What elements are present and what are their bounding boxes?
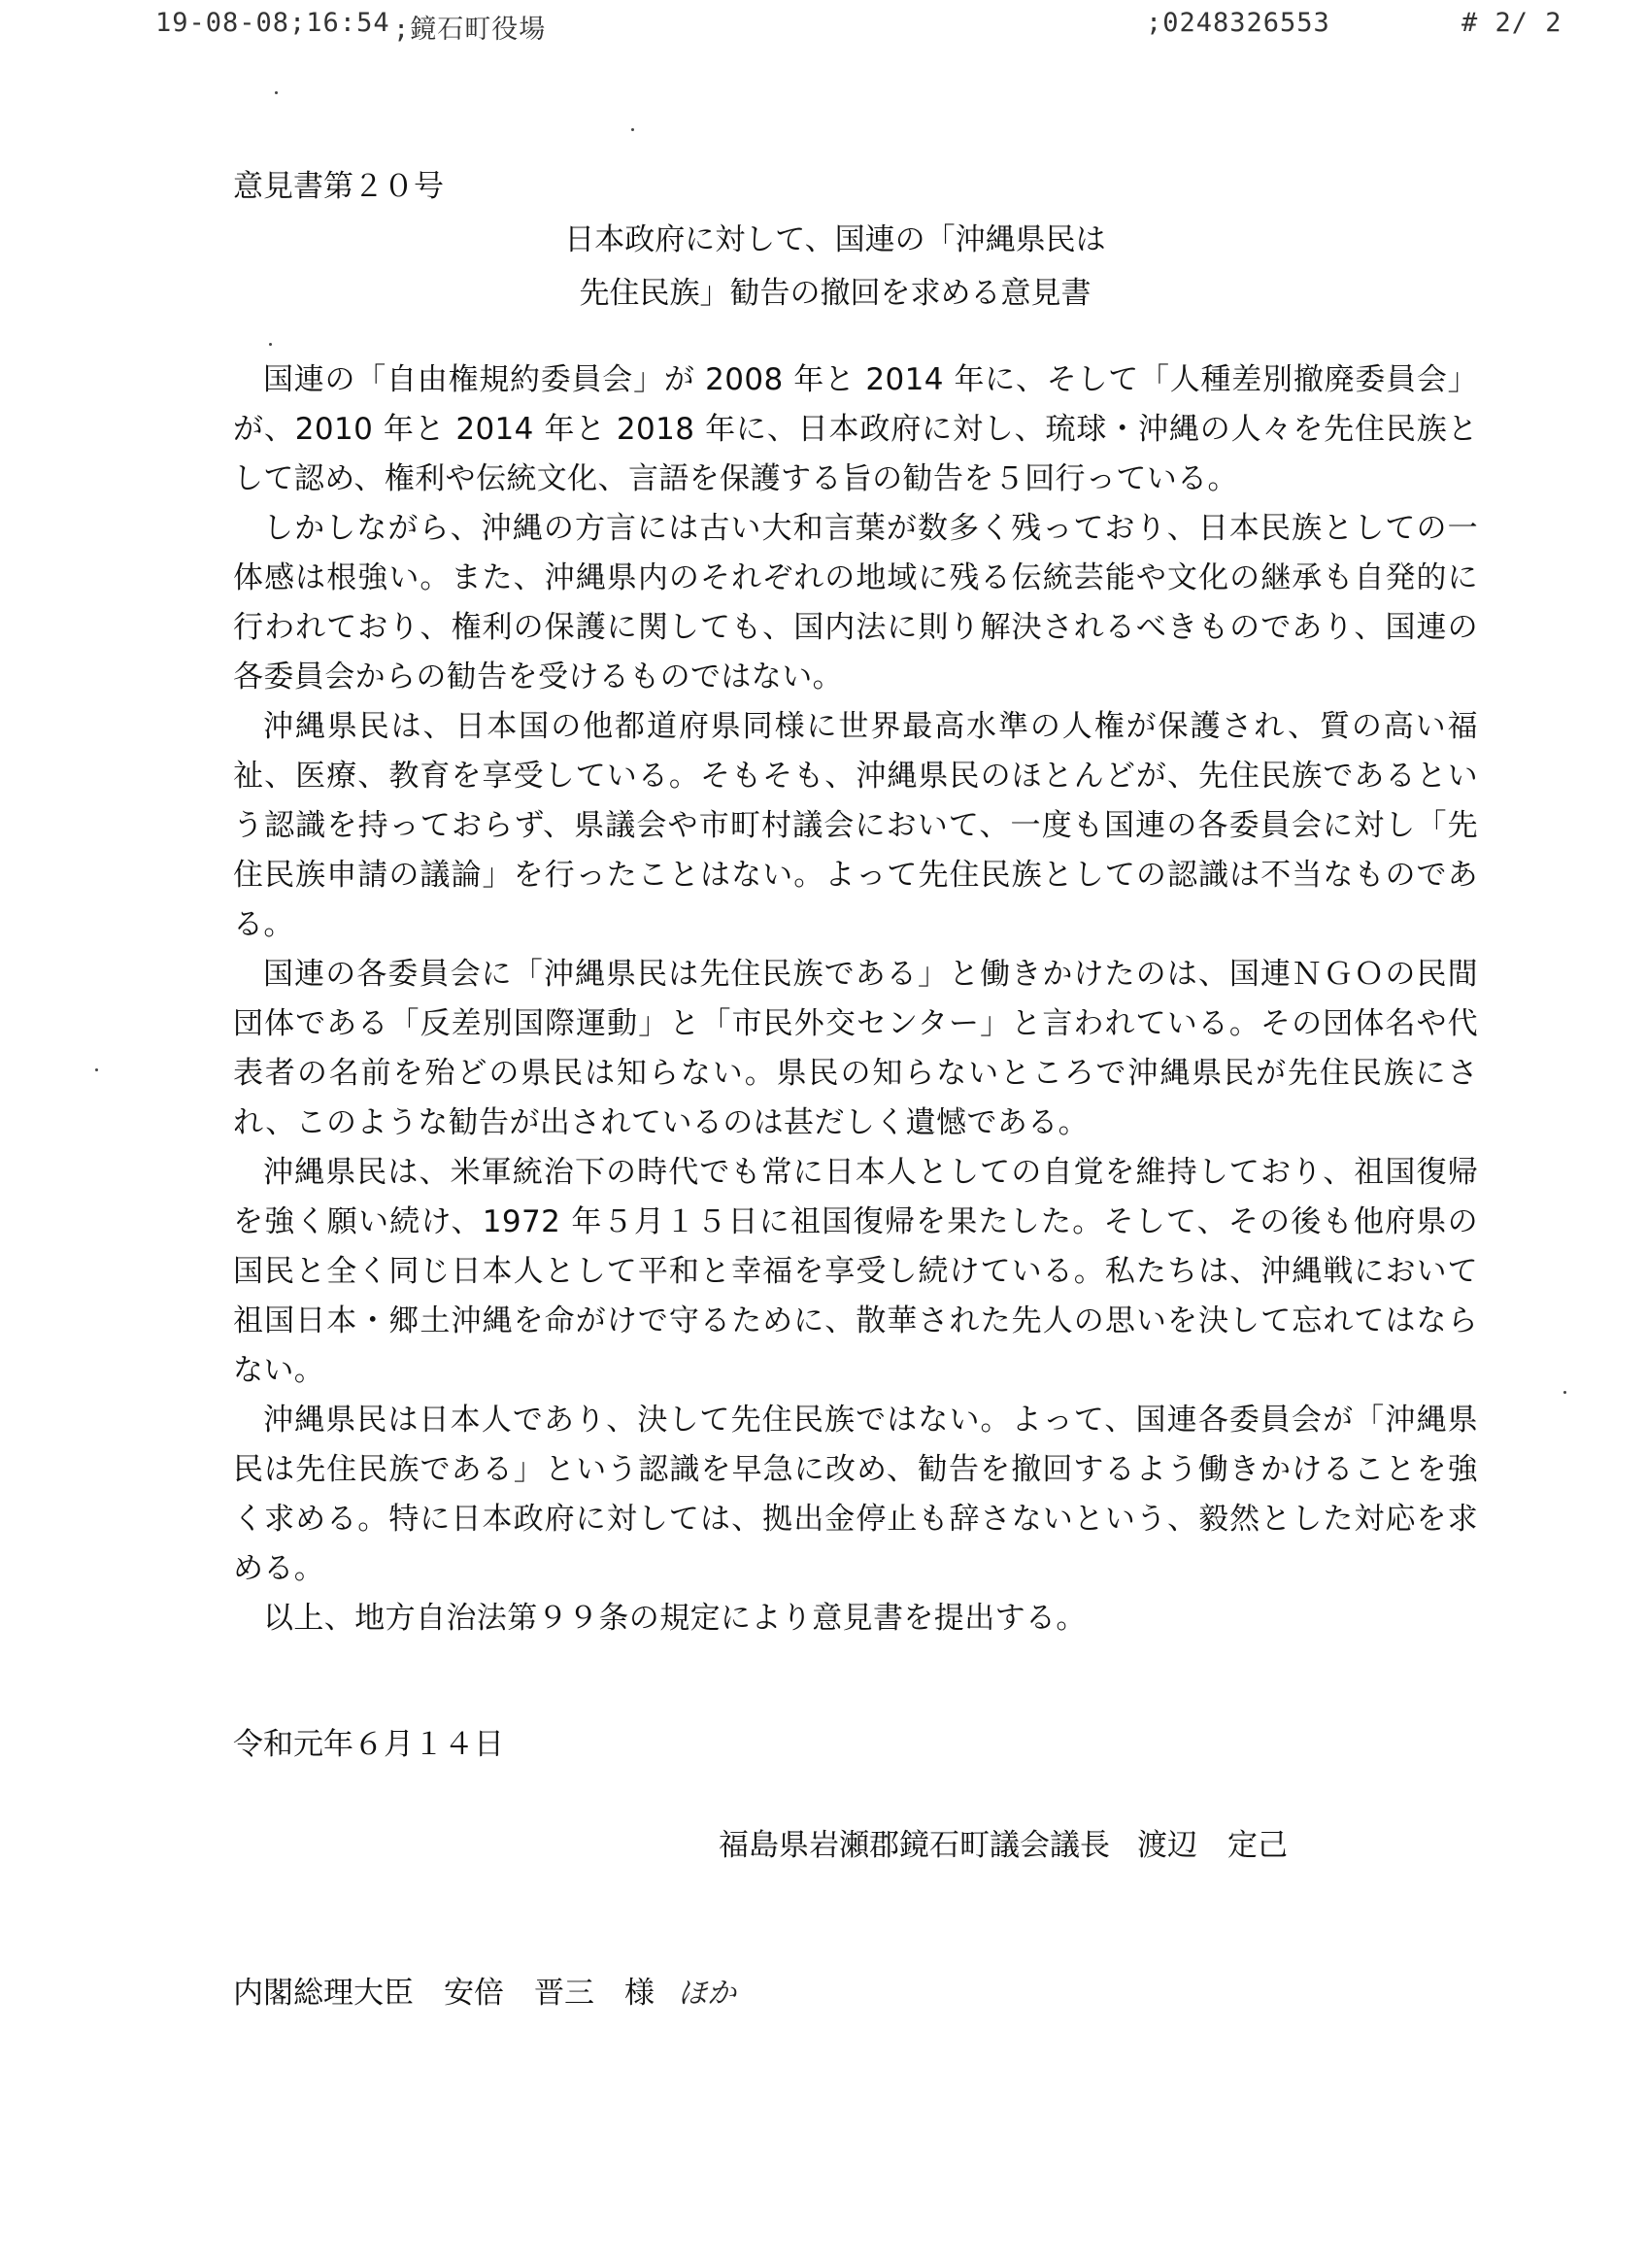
recipient-name: 内閣総理大臣 安倍 晋三 様 (233, 1976, 655, 2011)
body-paragraph: しかしながら、沖縄の方言には古い大和言葉が数多く残っており、日本民族としての一体感は根強い。また、沖縄県内のそれぞれの地域に残る伝統芸能や文化の継承も自発的に行われており、権利の保護に関しても、国内法に則り解決されるべきものであり、国連の各委員会からの勧告を受けるものではない。 (233, 511, 1478, 694)
body-paragraph: 国連の「自由権規約委員会」が 2008 年と 2014 年に、そして「人種差別撤廃委員会」が、2010 年と 2014 年と 2018 年に、日本政府に対し、琉球・沖縄の人々を先住民族として認め、権利や伝統文化、言語を保護する旨の勧告を５回行っている。 (233, 362, 1478, 496)
sender-title: 福島県岩瀬郡鏡石町議会議長 (719, 1828, 1110, 1863)
scan-speck (269, 343, 272, 346)
document-date: 令和元年６月１４日 (233, 1727, 504, 1762)
fax-header (0, 8, 1646, 47)
document-body (233, 355, 1478, 1643)
document-number: 意見書第２０号 (233, 169, 444, 204)
body-paragraph: 沖縄県民は、米軍統治下の時代でも常に日本人としての自覚を維持しており、祖国復帰を強く願い続け、1972 年５月１５日に祖国復帰を果たした。そして、その後も他府県の国民と全く同じ日本人として平和と幸福を享受し続けている。私たちは、沖縄戦において祖国日本・郷土沖縄を命がけで守るために、散華された先人の思いを決して忘れてはならない。 (233, 1155, 1478, 1388)
body-paragraph: 国連の各委員会に「沖縄県民は先住民族である」と働きかけたのは、国連ＮＧＯの民間団体である「反差別国際運動」と「市民外交センター」と言われている。その団体名や代表者の名前を殆どの県民は知らない。県民の知らないところで沖縄県民が先住民族にされ、このような勧告が出されているのは甚だしく遺憾である。 (233, 957, 1478, 1140)
sender-name: 渡辺 定己 (1137, 1828, 1288, 1863)
body-paragraph: 沖縄県民は日本人であり、決して先住民族ではない。よって、国連各委員会が「沖縄県民は先住民族である」という認識を早急に改め、勧告を撤回するよう働きかけることを強く求める。特に日本政府に対しては、拠出金停止も辞さないという、毅然とした対応を求める。 (233, 1403, 1478, 1586)
fax-number: ;0248326553 (1146, 8, 1330, 38)
fax-datetime: 19-08-08;16:54 (155, 8, 390, 38)
document-recipient (233, 1968, 736, 2012)
scan-speck (95, 1068, 98, 1071)
scan-speck (275, 91, 278, 94)
fax-sender: ;鏡石町役場 (393, 15, 547, 45)
document-sender (719, 1820, 1288, 1864)
fax-page-counter: # 2/ 2 (1461, 8, 1562, 38)
document-title (486, 214, 1185, 321)
body-paragraph: 沖縄県民は、日本国の他都道府県同様に世界最高水準の人権が保護され、質の高い福祉、医療、教育を享受している。そもそも、沖縄県民のほとんどが、先住民族であるという認識を持っておらず、県議会や市町村議会において、一度も国連の各委員会に対し「先住民族申請の議論」を行ったことはない。よって先住民族としての認識は不当なものである。 (233, 709, 1478, 942)
scan-speck (1563, 1391, 1566, 1394)
title-line: 先住民族」勧告の撤回を求める意見書 (579, 276, 1092, 311)
scan-speck (631, 128, 634, 131)
closing-paragraph: 以上、地方自治法第９９条の規定により意見書を提出する。 (263, 1601, 1087, 1636)
title-line: 日本政府に対して、国連の「沖縄県民は (564, 222, 1106, 257)
handwritten-note: ほか (678, 1977, 736, 2011)
